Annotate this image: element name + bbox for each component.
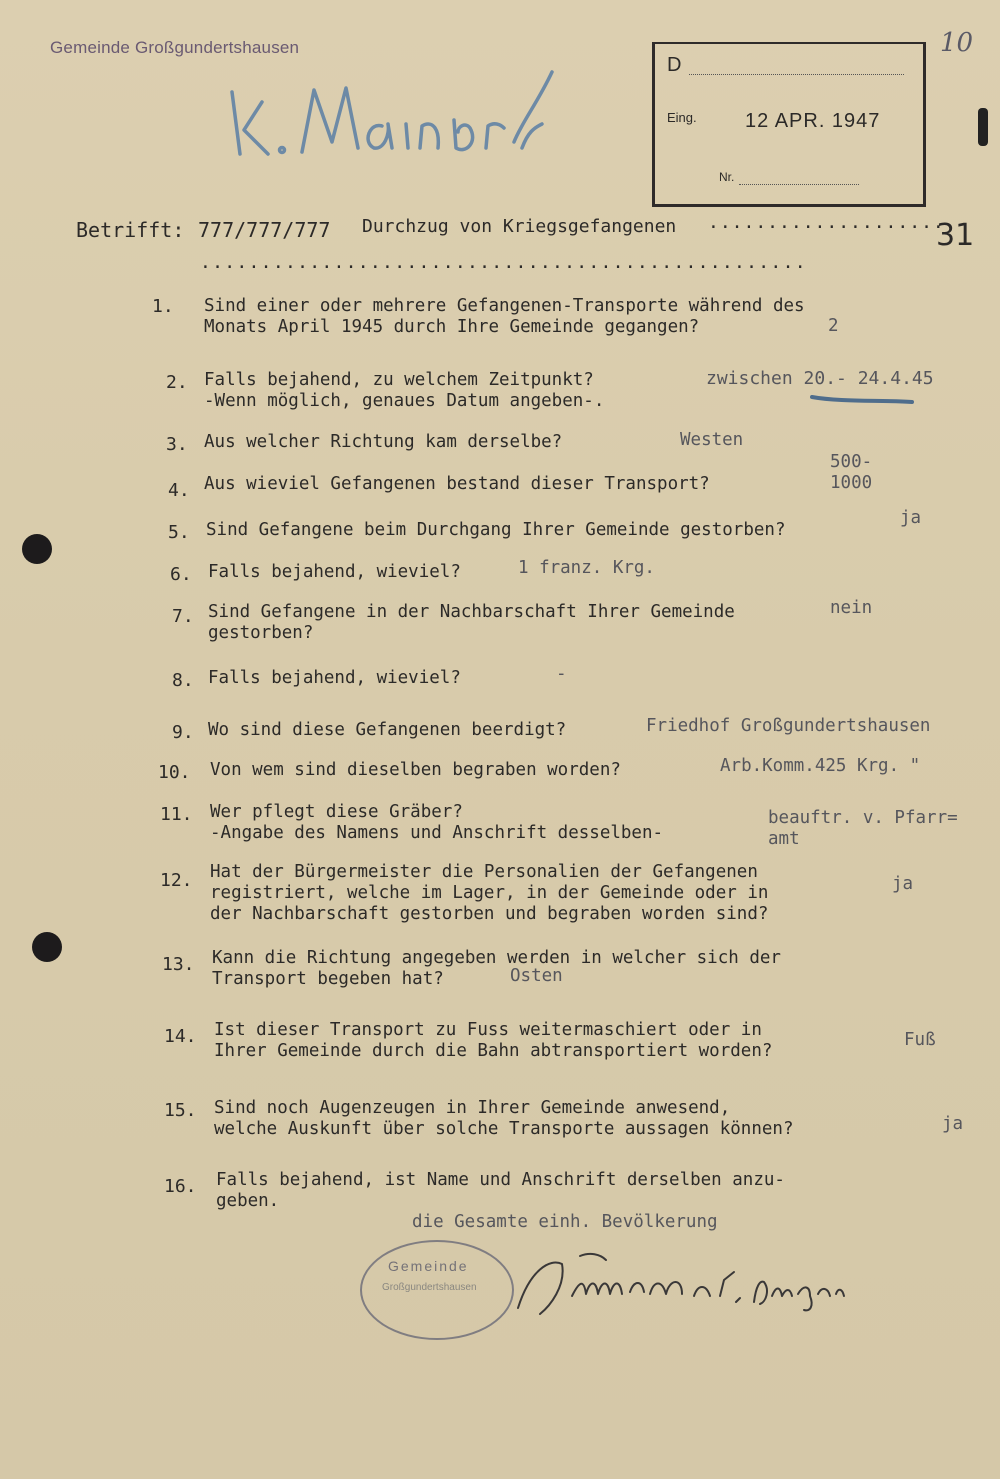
answer: -	[556, 664, 567, 684]
question-text: Sind Gefangene beim Durchgang Ihrer Gemeinde gestorben?	[206, 520, 786, 540]
question-text: Falls bejahend, zu welchem Zeitpunkt? -Wenn möglich, genaues Datum angeben-.	[204, 370, 605, 411]
question-number: 3.	[166, 434, 188, 455]
question-text: Wo sind diese Gefangenen beerdigt?	[208, 720, 567, 740]
question-number: 9.	[172, 722, 194, 743]
page-number: 10	[940, 28, 974, 58]
question-number: 16.	[164, 1176, 197, 1197]
subject-dots: .....................	[708, 212, 957, 233]
answer: beauftr. v. Pfarr= amt	[768, 808, 958, 849]
answer: Friedhof Großgundertshausen	[646, 716, 931, 736]
question-number: 4.	[168, 480, 190, 501]
question-number: 1.	[152, 296, 174, 317]
receipt-stamp	[652, 42, 926, 207]
answer: 1 franz. Krg.	[518, 558, 655, 578]
question-number: 15.	[164, 1100, 197, 1121]
answer: 500- 1000	[830, 452, 873, 493]
question-number: 2.	[166, 372, 188, 393]
answer: Osten	[510, 966, 563, 986]
answer: 2	[828, 316, 839, 336]
question-text: Sind Gefangene in der Nachbarschaft Ihrer Gemeinde gestorben?	[208, 602, 735, 643]
handwritten-place-name	[222, 62, 562, 162]
answer: Westen	[680, 430, 744, 450]
answer: ja	[900, 508, 922, 528]
answer: zwischen 20.- 24.4.45	[706, 368, 934, 389]
question-number: 7.	[172, 606, 194, 627]
question-text: Wer pflegt diese Gräber? -Angabe des Namens und Anschrift desselben-	[210, 802, 664, 843]
question-text: Aus wieviel Gefangenen bestand dieser Transport?	[204, 474, 710, 494]
issuer-stamp: Gemeinde Großgundertshausen	[50, 38, 300, 57]
punch-hole-bottom	[32, 932, 62, 962]
subject-label: Betrifft:	[76, 218, 185, 242]
official-seal	[360, 1240, 514, 1340]
answer: die Gesamte einh. Bevölkerung	[412, 1212, 718, 1232]
receipt-letter: D	[667, 54, 682, 76]
receipt-date: 12 APR. 1947	[745, 110, 881, 132]
question-number: 13.	[162, 954, 195, 975]
question-number: 14.	[164, 1026, 197, 1047]
seal-text-top: Gemeinde	[388, 1258, 469, 1274]
answer: Arb.Komm.425 Krg. "	[720, 756, 921, 776]
question-number: 12.	[160, 870, 193, 891]
subject-code: 777/777/777	[198, 218, 331, 242]
answer: ja	[942, 1114, 964, 1134]
question-text: Falls bejahend, wieviel?	[208, 562, 461, 582]
question-text: Sind noch Augenzeugen in Ihrer Gemeinde anwesend, welche Auskunft über solche Transporte aussagen können?	[214, 1098, 794, 1139]
question-number: 5.	[168, 522, 190, 543]
question-text: Kann die Richtung angegeben werden in welcher sich der Transport begeben hat?	[212, 948, 781, 989]
question-text: Falls bejahend, wieviel?	[208, 668, 461, 688]
answer: Fuß	[904, 1030, 936, 1050]
receipt-label: Eing.	[667, 110, 697, 125]
question-text: Ist dieser Transport zu Fuss weitermaschiert oder in Ihrer Gemeinde durch die Bahn abtransportiert worden?	[214, 1020, 773, 1061]
receipt-number-label: Nr.	[719, 170, 735, 184]
question-text: Hat der Bürgermeister die Personalien der Gefangenen registriert, welche im Lager, in der Gemeinde oder in der Nachbarschaft gestorben und begraben worden sind?	[210, 862, 769, 924]
seal-text-bottom: Großgundertshausen	[382, 1282, 477, 1293]
question-number: 6.	[170, 564, 192, 585]
punch-hole-top	[22, 534, 52, 564]
mayor-signature	[510, 1250, 850, 1330]
subject-text: Durchzug von Kriegsgefangenen	[362, 216, 677, 237]
question-number: 10.	[158, 762, 191, 783]
answer: ja	[892, 874, 914, 894]
document-number: 31	[936, 218, 975, 253]
underline-mark	[810, 392, 914, 406]
question-text: Aus welcher Richtung kam derselbe?	[204, 432, 563, 452]
subject-dots-line: ..................................................	[200, 252, 807, 273]
question-number: 8.	[172, 670, 194, 691]
answer: nein	[830, 598, 873, 618]
question-text: Sind einer oder mehrere Gefangenen-Transporte während des Monats April 1945 durch Ihre Gemeinde gegangen?	[204, 296, 805, 337]
question-text: Von wem sind dieselben begraben worden?	[210, 760, 621, 780]
question-number: 11.	[160, 804, 193, 825]
question-text: Falls bejahend, ist Name und Anschrift derselben anzu- geben.	[216, 1170, 785, 1211]
margin-mark	[978, 108, 988, 146]
